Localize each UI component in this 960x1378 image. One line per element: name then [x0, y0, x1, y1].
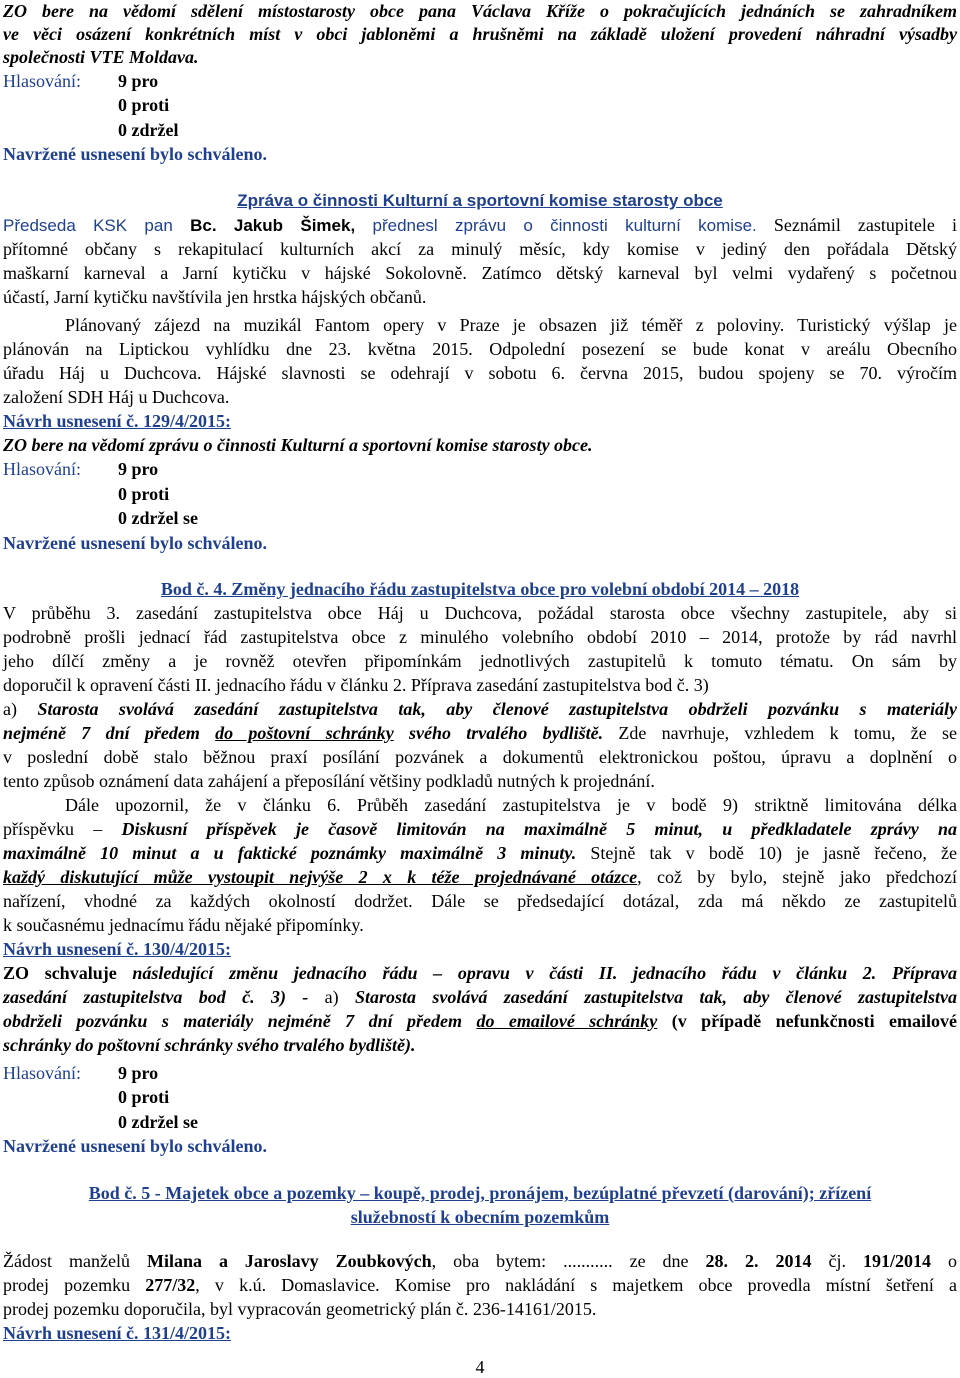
voting-label: Hlasování:	[3, 459, 81, 479]
voting-block	[3, 1062, 957, 1084]
paragraph-line: maximálně 10 minut a u faktické poznámky maximálně 3 minuty. Stejně tak v bodě 10) je jasně řečeno, že	[3, 843, 957, 863]
paragraph-line: V průběhu 3. zasedání zastupitelstva obce Háj u Duchcova, požádal starosta obce všechny zastupitele, aby si	[3, 603, 957, 623]
section-heading: Bod č. 4. Změny jednacího řádu zastupitelstva obce pro volební období 2014 – 2018	[160, 579, 800, 599]
paragraph-line: doporučil k opravení části II. jednacího řádu v článku 2. Příprava zasedání zastupitelstva bod č. 3)	[3, 675, 709, 695]
resolution-text-line: obdrželi pozvánku s materiály nejméně 7 dní předem do emailové schránky (v případě nefunkčnosti emailové	[3, 1011, 958, 1031]
paragraph-line: každý diskutující může vystoupit nejvýše 2 x k téže projednávané otázce, což by bylo, stejně jako předchozí	[3, 867, 957, 887]
paragraph-line: Předseda KSK pan Bc. Jakub Šimek, přednesl zprávu o činnosti kulturní komise. Seznámil zastupitele i	[3, 215, 957, 235]
voting-label: Hlasování:	[3, 1063, 81, 1083]
paragraph-line: nařízení, vhodné za každých okolností dodržet. Dále se předsedající dotázal, zda má někdo ze zastupitelů	[3, 891, 957, 911]
vote-abstain: 0 zdržel	[118, 120, 179, 140]
paragraph-line: založení SDH Háj u Duchcova.	[3, 387, 230, 407]
vote-abstain: 0 zdržel se	[118, 508, 198, 528]
resolution-text-line: ZO bere na vědomí sdělení místostarosty obce pana Václava Kříže o pokračujících jednáních se zahradníkem	[3, 1, 957, 21]
paragraph-line: příspěvku – Diskusní příspěvek je časově limitován na maximálně 5 minut, u předkladatele zprávy na	[3, 819, 957, 839]
approval-note: Navržené usnesení bylo schváleno.	[3, 533, 268, 553]
proposal-label: Návrh usnesení č. 130/4/2015:	[3, 939, 232, 959]
section-heading: Bod č. 5 - Majetek obce a pozemky – koupě, prodej, pronájem, bezúplatné převzetí (darování); zřízení	[88, 1183, 872, 1203]
proposal-label: Návrh usnesení č. 131/4/2015:	[3, 1323, 232, 1343]
section-heading: Zpráva o činnosti Kulturní a sportovní komise starosty obce	[237, 191, 723, 210]
vote-for: 9 pro	[118, 1063, 159, 1083]
vote-against: 0 proti	[118, 1087, 170, 1107]
paragraph-line: prodej pozemku 277/32, v k.ú. Domaslavice. Komise pro nakládání s majetkem obce provedla místní šetření a	[3, 1275, 957, 1295]
resolution-text-line: schránky do poštovní schránky svého trvalého bydliště).	[3, 1035, 416, 1055]
resolution-text-line: ZO schvaluje následující změnu jednacího řádu – opravu v části II. jednacího řádu v článku 2. Příprava	[3, 963, 957, 983]
paragraph-line: úřadu Háj u Duchcova. Hájské slavnosti se odehrají v sobotu 6. června 2015, budou spojeny se 70. výročím	[3, 363, 957, 383]
paragraph-line: podrobně prošli jednací řád zastupitelstva obce z minulého volebního období 2010 – 2014, protože by rád navrhl	[3, 627, 957, 647]
resolution-text-line: zasedání zastupitelstva bod č. 3) - a) Starosta svolává zasedání zastupitelstva tak, aby členové zastupitelstva	[3, 987, 958, 1007]
voting-block	[3, 70, 957, 92]
paragraph-line: Plánovaný zájezd na muzikál Fantom opery v Praze je obsazen již téměř z poloviny. Turistický výšlap je	[65, 315, 957, 335]
paragraph-line: Žádost manželů Milana a Jaroslavy Zoubkových, oba bytem: ........... ze dne 28. 2. 2014 čj. 191/2014 o	[3, 1251, 958, 1271]
resolution-text-line: společnosti VTE Moldava.	[3, 47, 199, 67]
voting-label: Hlasování:	[3, 71, 81, 91]
vote-for: 9 pro	[118, 71, 159, 91]
resolution-text-line: ve věci osázení konkrétních míst v obci jabloněmi a hrušněmi na základě uložení provedení náhradní výsadby	[3, 24, 957, 44]
paragraph-line: v poslední době stalo běžnou praxí posílání pozvánek a dokumentů elektronickou poštou, úpravu a doplnění o	[3, 747, 957, 767]
quote-line: a) Starosta svolává zasedání zastupitelstva tak, aby členové zastupitelstva obdrželi pozvánku s materiály	[3, 699, 957, 719]
resolution-text-line: ZO bere na vědomí zprávu o činnosti Kulturní a sportovní komise starosty obce.	[3, 435, 593, 455]
quote-line: nejméně 7 dní předem do poštovní schránky svého trvalého bydliště. Zde navrhuje, vzhledem k tomu, že se	[3, 723, 957, 743]
paragraph-line: jeho dílčí změny a je rovněž otevřen připomínkám jednotlivých zastupitelů k tomuto tématu. On sám by	[3, 651, 957, 671]
paragraph-line: k současnému jednacímu řádu nějaké připomínky.	[3, 915, 364, 935]
paragraph-line: prodej pozemku doporučila, byl vypracován geometrický plán č. 236-14161/2015.	[3, 1299, 597, 1319]
person-name: Bc. Jakub Šimek,	[190, 216, 356, 235]
vote-against: 0 proti	[118, 484, 170, 504]
voting-block	[3, 458, 957, 480]
vote-abstain: 0 zdržel se	[118, 1112, 198, 1132]
page-number: 4	[475, 1357, 485, 1377]
paragraph-line: účastí, Jarní kytičku navštívila jen hrstka hájských občanů.	[3, 287, 427, 307]
approval-note: Navržené usnesení bylo schváleno.	[3, 1136, 268, 1156]
proposal-label: Návrh usnesení č. 129/4/2015:	[3, 411, 232, 431]
paragraph-line: maškarní karneval a Jarní kytičku v hájské Sokolovně. Zatímco dětský karneval byl velmi vydařený s početnou	[3, 263, 957, 283]
vote-for: 9 pro	[118, 459, 159, 479]
section-heading: služebností k obecním pozemkům	[350, 1207, 610, 1227]
paragraph-line: plánován na Liptickou vyhlídku dne 23. května 2015. Odpolední posezení se bude konat v areálu Obecního	[3, 339, 957, 359]
approval-note: Navržené usnesení bylo schváleno.	[3, 144, 268, 164]
paragraph-line: tento způsob oznámení data zahájení a přeposílání většiny podkladů nutných k projednání.	[3, 771, 655, 791]
paragraph-line: přítomné občany s rekapitulací kulturních akcí za minulý měsíc, kdy komise v jediný den pořádala Dětský	[3, 239, 957, 259]
paragraph-line: Dále upozornil, že v článku 6. Průběh zasedání zastupitelstva je v bodě 9) striktně limitována délka	[65, 795, 957, 815]
vote-against: 0 proti	[118, 95, 170, 115]
